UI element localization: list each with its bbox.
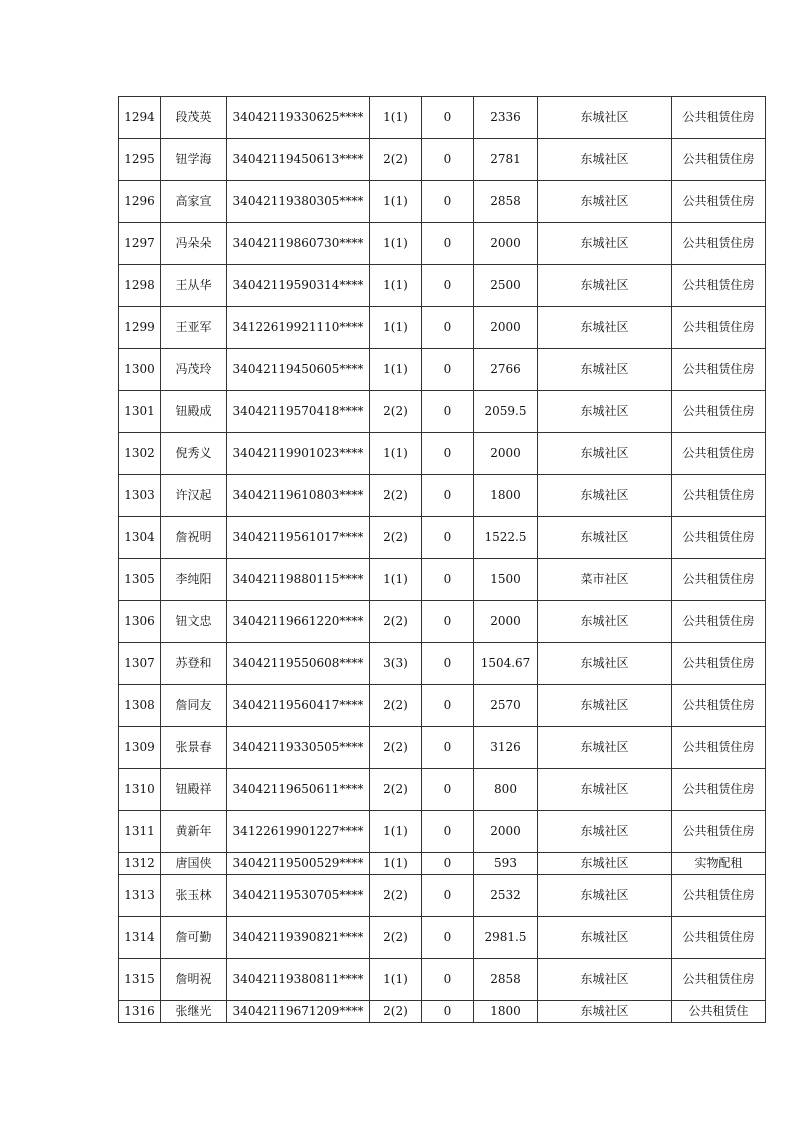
table-row: [119, 811, 766, 853]
housing-type-cell: 公共租赁住房: [672, 959, 766, 1001]
household-size-cell: 1(1): [370, 433, 422, 475]
table-row: [119, 769, 766, 811]
row-number-cell: 1310: [119, 769, 161, 811]
applicant-name-cell: 黄新年: [161, 811, 227, 853]
applicant-name-cell: 张继光: [161, 1001, 227, 1023]
row-number-cell: 1307: [119, 643, 161, 685]
row-number-cell: 1295: [119, 139, 161, 181]
amount-cell: 2981.5: [474, 917, 538, 959]
subsidy-flag-cell: 0: [422, 391, 474, 433]
household-size-cell: 2(2): [370, 875, 422, 917]
applicant-name-cell: 李纯阳: [161, 559, 227, 601]
subsidy-flag-cell: 0: [422, 181, 474, 223]
table-row: [119, 517, 766, 559]
household-size-cell: 2(2): [370, 391, 422, 433]
housing-type-cell: 公共租赁住房: [672, 97, 766, 139]
table-body: [119, 97, 766, 1023]
applicant-name-cell: 钮学海: [161, 139, 227, 181]
community-cell: 东城社区: [538, 643, 672, 685]
amount-cell: 2781: [474, 139, 538, 181]
id-number-cell: 34042119380305****: [227, 181, 370, 223]
row-number-cell: 1305: [119, 559, 161, 601]
id-number-cell: 34042119860730****: [227, 223, 370, 265]
id-number-cell: 34042119390821****: [227, 917, 370, 959]
table-row: [119, 433, 766, 475]
household-size-cell: 1(1): [370, 349, 422, 391]
id-number-cell: 34042119380811****: [227, 959, 370, 1001]
household-size-cell: 2(2): [370, 685, 422, 727]
amount-cell: 2500: [474, 265, 538, 307]
community-cell: 东城社区: [538, 1001, 672, 1023]
applicant-name-cell: 钮殿祥: [161, 769, 227, 811]
table-row: [119, 181, 766, 223]
subsidy-flag-cell: 0: [422, 433, 474, 475]
applicant-name-cell: 钮文忠: [161, 601, 227, 643]
amount-cell: 1500: [474, 559, 538, 601]
table-row: [119, 307, 766, 349]
community-cell: 东城社区: [538, 433, 672, 475]
applicant-name-cell: 唐国侠: [161, 853, 227, 875]
id-number-cell: 34042119450613****: [227, 139, 370, 181]
amount-cell: 2766: [474, 349, 538, 391]
amount-cell: 2336: [474, 97, 538, 139]
community-cell: 东城社区: [538, 769, 672, 811]
table-row: [119, 97, 766, 139]
id-number-cell: 34042119330505****: [227, 727, 370, 769]
housing-type-cell: 公共租赁住房: [672, 433, 766, 475]
household-size-cell: 2(2): [370, 727, 422, 769]
subsidy-flag-cell: 0: [422, 811, 474, 853]
id-number-cell: 34122619901227****: [227, 811, 370, 853]
amount-cell: 800: [474, 769, 538, 811]
subsidy-flag-cell: 0: [422, 307, 474, 349]
amount-cell: 1504.67: [474, 643, 538, 685]
subsidy-flag-cell: 0: [422, 601, 474, 643]
table-row: [119, 349, 766, 391]
applicant-name-cell: 王亚军: [161, 307, 227, 349]
row-number-cell: 1294: [119, 97, 161, 139]
subsidy-flag-cell: 0: [422, 875, 474, 917]
housing-type-cell: 公共租赁住房: [672, 601, 766, 643]
community-cell: 东城社区: [538, 349, 672, 391]
amount-cell: 2000: [474, 601, 538, 643]
subsidy-flag-cell: 0: [422, 853, 474, 875]
housing-type-cell: 公共租赁住房: [672, 223, 766, 265]
id-number-cell: 34042119561017****: [227, 517, 370, 559]
housing-type-cell: 公共租赁住房: [672, 349, 766, 391]
row-number-cell: 1315: [119, 959, 161, 1001]
applicant-name-cell: 詹明祝: [161, 959, 227, 1001]
amount-cell: 2532: [474, 875, 538, 917]
row-number-cell: 1302: [119, 433, 161, 475]
id-number-cell: 34122619921110****: [227, 307, 370, 349]
id-number-cell: 34042119590314****: [227, 265, 370, 307]
row-number-cell: 1308: [119, 685, 161, 727]
community-cell: 东城社区: [538, 811, 672, 853]
table-row: [119, 1001, 766, 1023]
id-number-cell: 34042119661220****: [227, 601, 370, 643]
household-size-cell: 1(1): [370, 959, 422, 1001]
table-row: [119, 265, 766, 307]
row-number-cell: 1314: [119, 917, 161, 959]
household-size-cell: 2(2): [370, 1001, 422, 1023]
subsidy-flag-cell: 0: [422, 97, 474, 139]
housing-type-cell: 公共租赁住房: [672, 181, 766, 223]
subsidy-flag-cell: 0: [422, 559, 474, 601]
housing-type-cell: 公共租赁住房: [672, 769, 766, 811]
row-number-cell: 1297: [119, 223, 161, 265]
household-size-cell: 2(2): [370, 475, 422, 517]
housing-type-cell: 公共租赁住房: [672, 727, 766, 769]
housing-type-cell: 公共租赁住房: [672, 265, 766, 307]
community-cell: 东城社区: [538, 475, 672, 517]
subsidy-flag-cell: 0: [422, 1001, 474, 1023]
subsidy-flag-cell: 0: [422, 265, 474, 307]
table-row: [119, 917, 766, 959]
household-size-cell: 3(3): [370, 643, 422, 685]
id-number-cell: 34042119450605****: [227, 349, 370, 391]
amount-cell: 1522.5: [474, 517, 538, 559]
household-size-cell: 2(2): [370, 517, 422, 559]
row-number-cell: 1296: [119, 181, 161, 223]
id-number-cell: 34042119530705****: [227, 875, 370, 917]
housing-type-cell: 公共租赁住房: [672, 559, 766, 601]
row-number-cell: 1300: [119, 349, 161, 391]
id-number-cell: 34042119560417****: [227, 685, 370, 727]
row-number-cell: 1304: [119, 517, 161, 559]
applicant-name-cell: 詹同友: [161, 685, 227, 727]
applicant-name-cell: 王从华: [161, 265, 227, 307]
subsidy-flag-cell: 0: [422, 769, 474, 811]
row-number-cell: 1301: [119, 391, 161, 433]
subsidy-flag-cell: 0: [422, 685, 474, 727]
table-row: [119, 727, 766, 769]
community-cell: 东城社区: [538, 307, 672, 349]
applicant-name-cell: 张玉林: [161, 875, 227, 917]
housing-allocation-table: [118, 96, 766, 1023]
community-cell: 东城社区: [538, 875, 672, 917]
subsidy-flag-cell: 0: [422, 917, 474, 959]
household-size-cell: 1(1): [370, 853, 422, 875]
id-number-cell: 34042119880115****: [227, 559, 370, 601]
table-row: [119, 391, 766, 433]
amount-cell: 1800: [474, 475, 538, 517]
row-number-cell: 1312: [119, 853, 161, 875]
applicant-name-cell: 段茂英: [161, 97, 227, 139]
table-row: [119, 853, 766, 875]
community-cell: 东城社区: [538, 917, 672, 959]
community-cell: 东城社区: [538, 727, 672, 769]
row-number-cell: 1298: [119, 265, 161, 307]
subsidy-flag-cell: 0: [422, 139, 474, 181]
table-row: [119, 643, 766, 685]
id-number-cell: 34042119901023****: [227, 433, 370, 475]
amount-cell: 2000: [474, 307, 538, 349]
id-number-cell: 34042119650611****: [227, 769, 370, 811]
applicant-name-cell: 詹可勤: [161, 917, 227, 959]
housing-type-cell: 公共租赁住房: [672, 307, 766, 349]
housing-type-cell: 公共租赁住房: [672, 517, 766, 559]
id-number-cell: 34042119610803****: [227, 475, 370, 517]
community-cell: 东城社区: [538, 959, 672, 1001]
applicant-name-cell: 冯茂玲: [161, 349, 227, 391]
amount-cell: 1800: [474, 1001, 538, 1023]
row-number-cell: 1316: [119, 1001, 161, 1023]
community-cell: 东城社区: [538, 517, 672, 559]
amount-cell: 2000: [474, 811, 538, 853]
housing-type-cell: 公共租赁住房: [672, 685, 766, 727]
household-size-cell: 2(2): [370, 601, 422, 643]
community-cell: 菜市社区: [538, 559, 672, 601]
housing-type-cell: 公共租赁住房: [672, 391, 766, 433]
household-size-cell: 1(1): [370, 97, 422, 139]
table-row: [119, 223, 766, 265]
amount-cell: 2059.5: [474, 391, 538, 433]
row-number-cell: 1299: [119, 307, 161, 349]
applicant-name-cell: 许汉起: [161, 475, 227, 517]
applicant-name-cell: 詹祝明: [161, 517, 227, 559]
household-size-cell: 1(1): [370, 811, 422, 853]
row-number-cell: 1313: [119, 875, 161, 917]
community-cell: 东城社区: [538, 391, 672, 433]
community-cell: 东城社区: [538, 601, 672, 643]
table-row: [119, 601, 766, 643]
housing-type-cell: 公共租赁住: [672, 1001, 766, 1023]
community-cell: 东城社区: [538, 223, 672, 265]
community-cell: 东城社区: [538, 97, 672, 139]
table-row: [119, 959, 766, 1001]
community-cell: 东城社区: [538, 139, 672, 181]
id-number-cell: 34042119500529****: [227, 853, 370, 875]
applicant-name-cell: 钮殿成: [161, 391, 227, 433]
housing-type-cell: 公共租赁住房: [672, 643, 766, 685]
household-size-cell: 2(2): [370, 769, 422, 811]
applicant-name-cell: 冯朵朵: [161, 223, 227, 265]
id-number-cell: 34042119671209****: [227, 1001, 370, 1023]
amount-cell: 593: [474, 853, 538, 875]
amount-cell: 3126: [474, 727, 538, 769]
amount-cell: 2000: [474, 223, 538, 265]
housing-type-cell: 公共租赁住房: [672, 139, 766, 181]
applicant-name-cell: 高家宣: [161, 181, 227, 223]
row-number-cell: 1303: [119, 475, 161, 517]
row-number-cell: 1306: [119, 601, 161, 643]
household-size-cell: 1(1): [370, 307, 422, 349]
table-row: [119, 475, 766, 517]
row-number-cell: 1311: [119, 811, 161, 853]
housing-type-cell: 实物配租: [672, 853, 766, 875]
household-size-cell: 1(1): [370, 181, 422, 223]
subsidy-flag-cell: 0: [422, 349, 474, 391]
table-row: [119, 559, 766, 601]
applicant-name-cell: 倪秀义: [161, 433, 227, 475]
amount-cell: 2858: [474, 181, 538, 223]
household-size-cell: 2(2): [370, 139, 422, 181]
housing-type-cell: 公共租赁住房: [672, 475, 766, 517]
subsidy-flag-cell: 0: [422, 959, 474, 1001]
subsidy-flag-cell: 0: [422, 517, 474, 559]
row-number-cell: 1309: [119, 727, 161, 769]
household-size-cell: 1(1): [370, 559, 422, 601]
applicant-name-cell: 苏登和: [161, 643, 227, 685]
community-cell: 东城社区: [538, 853, 672, 875]
subsidy-flag-cell: 0: [422, 475, 474, 517]
household-size-cell: 2(2): [370, 917, 422, 959]
amount-cell: 2000: [474, 433, 538, 475]
table-row: [119, 685, 766, 727]
id-number-cell: 34042119330625****: [227, 97, 370, 139]
household-size-cell: 1(1): [370, 223, 422, 265]
amount-cell: 2570: [474, 685, 538, 727]
housing-type-cell: 公共租赁住房: [672, 811, 766, 853]
housing-type-cell: 公共租赁住房: [672, 875, 766, 917]
amount-cell: 2858: [474, 959, 538, 1001]
subsidy-flag-cell: 0: [422, 727, 474, 769]
table-row: [119, 139, 766, 181]
applicant-name-cell: 张景春: [161, 727, 227, 769]
subsidy-flag-cell: 0: [422, 643, 474, 685]
id-number-cell: 34042119550608****: [227, 643, 370, 685]
table-row: [119, 875, 766, 917]
subsidy-flag-cell: 0: [422, 223, 474, 265]
id-number-cell: 34042119570418****: [227, 391, 370, 433]
household-size-cell: 1(1): [370, 265, 422, 307]
housing-type-cell: 公共租赁住房: [672, 917, 766, 959]
community-cell: 东城社区: [538, 685, 672, 727]
community-cell: 东城社区: [538, 265, 672, 307]
community-cell: 东城社区: [538, 181, 672, 223]
